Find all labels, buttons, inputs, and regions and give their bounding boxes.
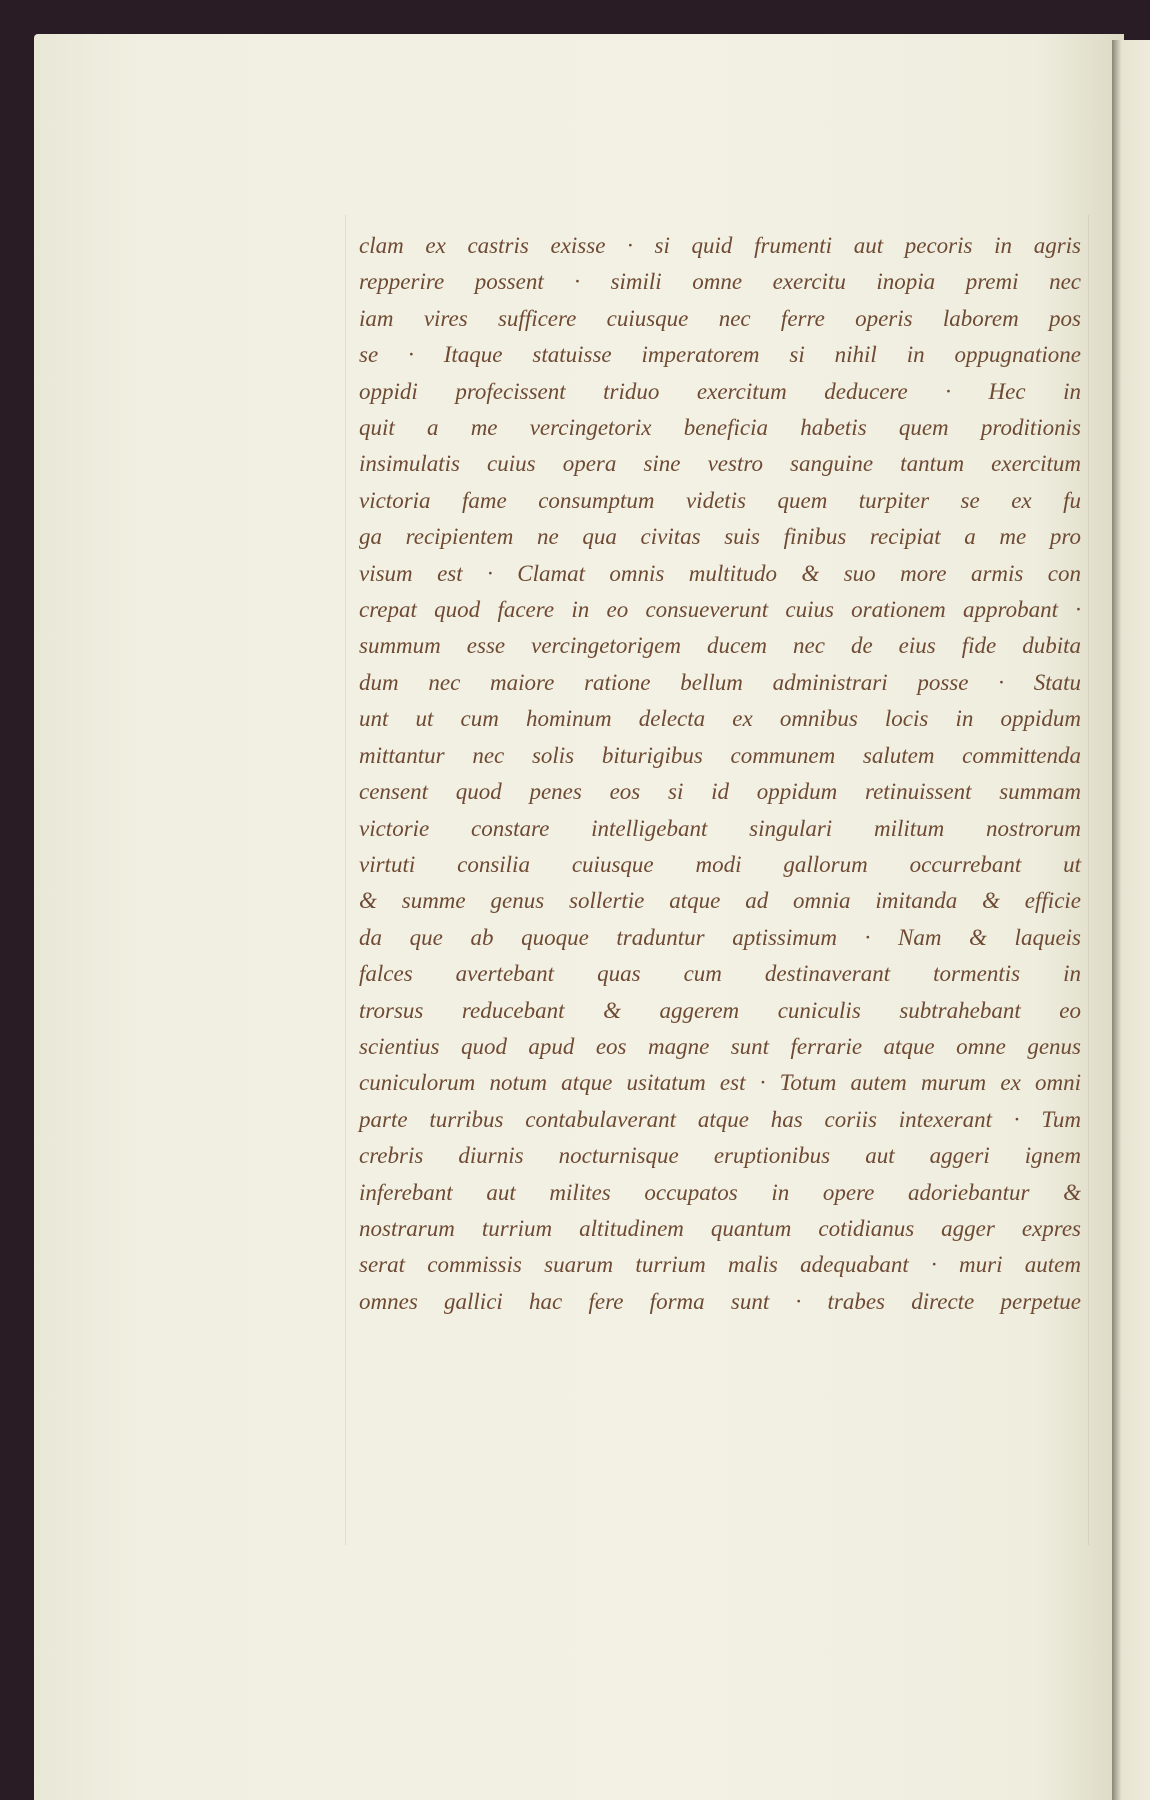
text-line	[359, 628, 1081, 664]
text-line	[359, 1138, 1081, 1174]
text-line	[359, 446, 1081, 482]
text-line-content: repperire possent · simili omne exercitu inopia premi nec	[359, 269, 1081, 295]
text-line	[359, 592, 1081, 628]
text-line-content: se · Itaque statuisse imperatorem si nihil in oppugnatione	[359, 342, 1081, 368]
text-line-content: oppidi profecissent triduo exercitum deducere · Hec in	[359, 378, 1081, 404]
text-line-content: quit a me vercingetorix beneficia habetis quem proditionis	[359, 415, 1081, 441]
text-line-content: trorsus reducebant & aggerem cuniculis subtrahebant eo	[359, 997, 1081, 1023]
text-line	[359, 665, 1081, 701]
text-line	[359, 920, 1081, 956]
text-line	[359, 883, 1081, 919]
text-line-content: crepat quod facere in eo consueverunt cuius orationem approbant ·	[359, 597, 1081, 623]
text-line	[359, 1284, 1081, 1320]
text-line-content: nostrarum turrium altitudinem quantum cotidianus agger expres	[359, 1215, 1081, 1241]
text-line	[359, 337, 1081, 373]
text-line-content: victorie constare intelligebant singulari militum nostrorum	[359, 815, 1081, 841]
text-line	[359, 228, 1081, 264]
text-line-content: dum nec maiore ratione bellum administrari posse · Statu	[359, 669, 1081, 695]
text-line	[359, 847, 1081, 883]
text-line	[359, 1029, 1081, 1065]
text-line	[359, 483, 1081, 519]
text-line	[359, 519, 1081, 555]
text-line	[359, 1247, 1081, 1283]
text-line	[359, 410, 1081, 446]
text-line-content: summum esse vercingetorigem ducem nec de eius fide dubita	[359, 633, 1081, 659]
text-line-content: & summe genus sollertie atque ad omnia imitanda & efficie	[359, 888, 1081, 914]
text-line-content: scientius quod apud eos magne sunt ferrarie atque omne genus	[359, 1033, 1081, 1059]
text-line	[359, 701, 1081, 737]
text-line	[359, 1065, 1081, 1101]
text-line-content: falces avertebant quas cum destinaverant tormentis in	[359, 961, 1081, 987]
text-line-content: parte turribus contabulaverant atque has coriis intexerant · Tum	[359, 1106, 1081, 1132]
text-line-content: victoria fame consumptum videtis quem turpiter se ex fu	[359, 487, 1081, 513]
ruling-line-right	[1088, 215, 1089, 1545]
text-line	[359, 556, 1081, 592]
text-line	[359, 774, 1081, 810]
text-line	[359, 993, 1081, 1029]
text-line	[359, 1175, 1081, 1211]
text-line-content: iam vires sufficere cuiusque nec ferre operis laborem pos	[359, 305, 1081, 331]
text-line	[359, 264, 1081, 300]
text-line-content: cuniculorum notum atque usitatum est · Totum autem murum ex omni	[359, 1070, 1081, 1096]
text-line-content: clam ex castris exisse · si quid frumenti aut pecoris in agris	[359, 233, 1081, 258]
text-line-content: unt ut cum hominum delecta ex omnibus locis in oppidum	[359, 706, 1081, 732]
text-line	[359, 956, 1081, 992]
adjacent-page-edge	[1112, 40, 1150, 1800]
text-line-content: mittantur nec solis biturigibus communem salutem committenda	[359, 742, 1081, 768]
text-line	[359, 738, 1081, 774]
text-line-content: crebris diurnis nocturnisque eruptionibus aut aggeri ignem	[359, 1143, 1081, 1169]
text-line	[359, 811, 1081, 847]
text-line-content: visum est · Clamat omnis multitudo & suo more armis con	[359, 560, 1081, 586]
ruling-line-left	[345, 215, 346, 1545]
text-line	[359, 301, 1081, 337]
manuscript-text-column	[359, 228, 1081, 1320]
text-line-content: da que ab quoque traduntur aptissimum · Nam & laqueis	[359, 924, 1081, 950]
text-line-content: omnes gallici hac fere forma sunt · trabes directe perpetue	[359, 1288, 1081, 1314]
text-line-content: virtuti consilia cuiusque modi gallorum occurrebant ut	[359, 851, 1081, 877]
text-line-content: serat commissis suarum turrium malis adequabant · muri autem	[359, 1252, 1081, 1278]
text-line	[359, 1102, 1081, 1138]
text-line-content: inferebant aut milites occupatos in opere adoriebantur &	[359, 1179, 1081, 1205]
text-line	[359, 374, 1081, 410]
text-line-content: censent quod penes eos si id oppidum retinuissent summam	[359, 779, 1081, 805]
text-line-content: insimulatis cuius opera sine vestro sanguine tantum exercitum	[359, 451, 1081, 477]
text-line	[359, 1211, 1081, 1247]
text-line-content: ga recipientem ne qua civitas suis finibus recipiat a me pro	[359, 524, 1081, 550]
